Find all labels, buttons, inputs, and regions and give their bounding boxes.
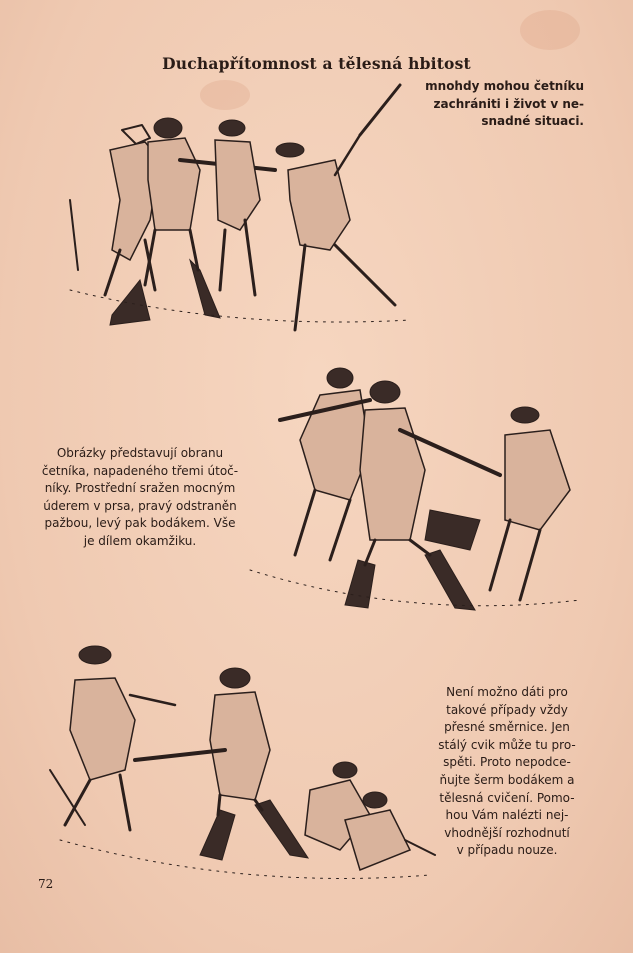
illustration-middle (240, 360, 585, 620)
caption-line: vhodnější rozhodnutí (444, 825, 570, 840)
caption-line: takové případy vždy (446, 702, 568, 717)
caption-line: Není možno dáti pro (446, 685, 568, 699)
caption-line: je dílem okamžiku. (83, 533, 197, 548)
figure-gendarme (135, 668, 308, 860)
caption-line: Obrázky představují obranu (56, 446, 224, 460)
caption-line: spěti. Proto nepodce- (443, 755, 571, 770)
figure-middle-attacker (215, 120, 260, 295)
caption-line: úderem v prsa, pravý odstraněn (43, 498, 237, 513)
figure-gendarme (345, 381, 500, 610)
page-title: Duchapřítomnost a tělesná hbitost (162, 54, 471, 73)
illustration-top (50, 80, 420, 345)
caption-top (424, 78, 584, 131)
caption-line: ňujte šerm bodákem a (439, 772, 575, 787)
caption-line: četníka, napadeného třemi útoč- (41, 463, 239, 478)
caption-line: mnohdy mohou četníku (425, 79, 584, 93)
caption-line: tělesná cvičení. Pomo- (439, 790, 575, 805)
caption-line: pažbou, levý pak bodákem. Vše (44, 516, 236, 531)
caption-bottom (432, 684, 582, 860)
figure-fallen-attackers (305, 762, 435, 870)
caption-middle (40, 445, 240, 551)
illustration-bottom (40, 640, 440, 890)
figure-falling-attacker (280, 368, 370, 560)
figure-right-attacker (276, 85, 400, 330)
caption-line: zachrániti i život v ne- (433, 96, 584, 111)
caption-line: v případu nouze. (456, 843, 558, 858)
figure-old-attacker (50, 646, 175, 830)
paper-stain (520, 10, 580, 50)
caption-line: snadné situaci. (481, 114, 584, 129)
figure-right-attacker (490, 407, 570, 600)
caption-line: stálý cvik může tu pro- (438, 737, 576, 752)
caption-line: níky. Prostřední sražen mocným (44, 481, 236, 496)
caption-line: hou Vám nalézti nej- (445, 808, 569, 823)
page-number: 72 (38, 877, 54, 891)
caption-line: přesné směrnice. Jen (444, 720, 570, 735)
